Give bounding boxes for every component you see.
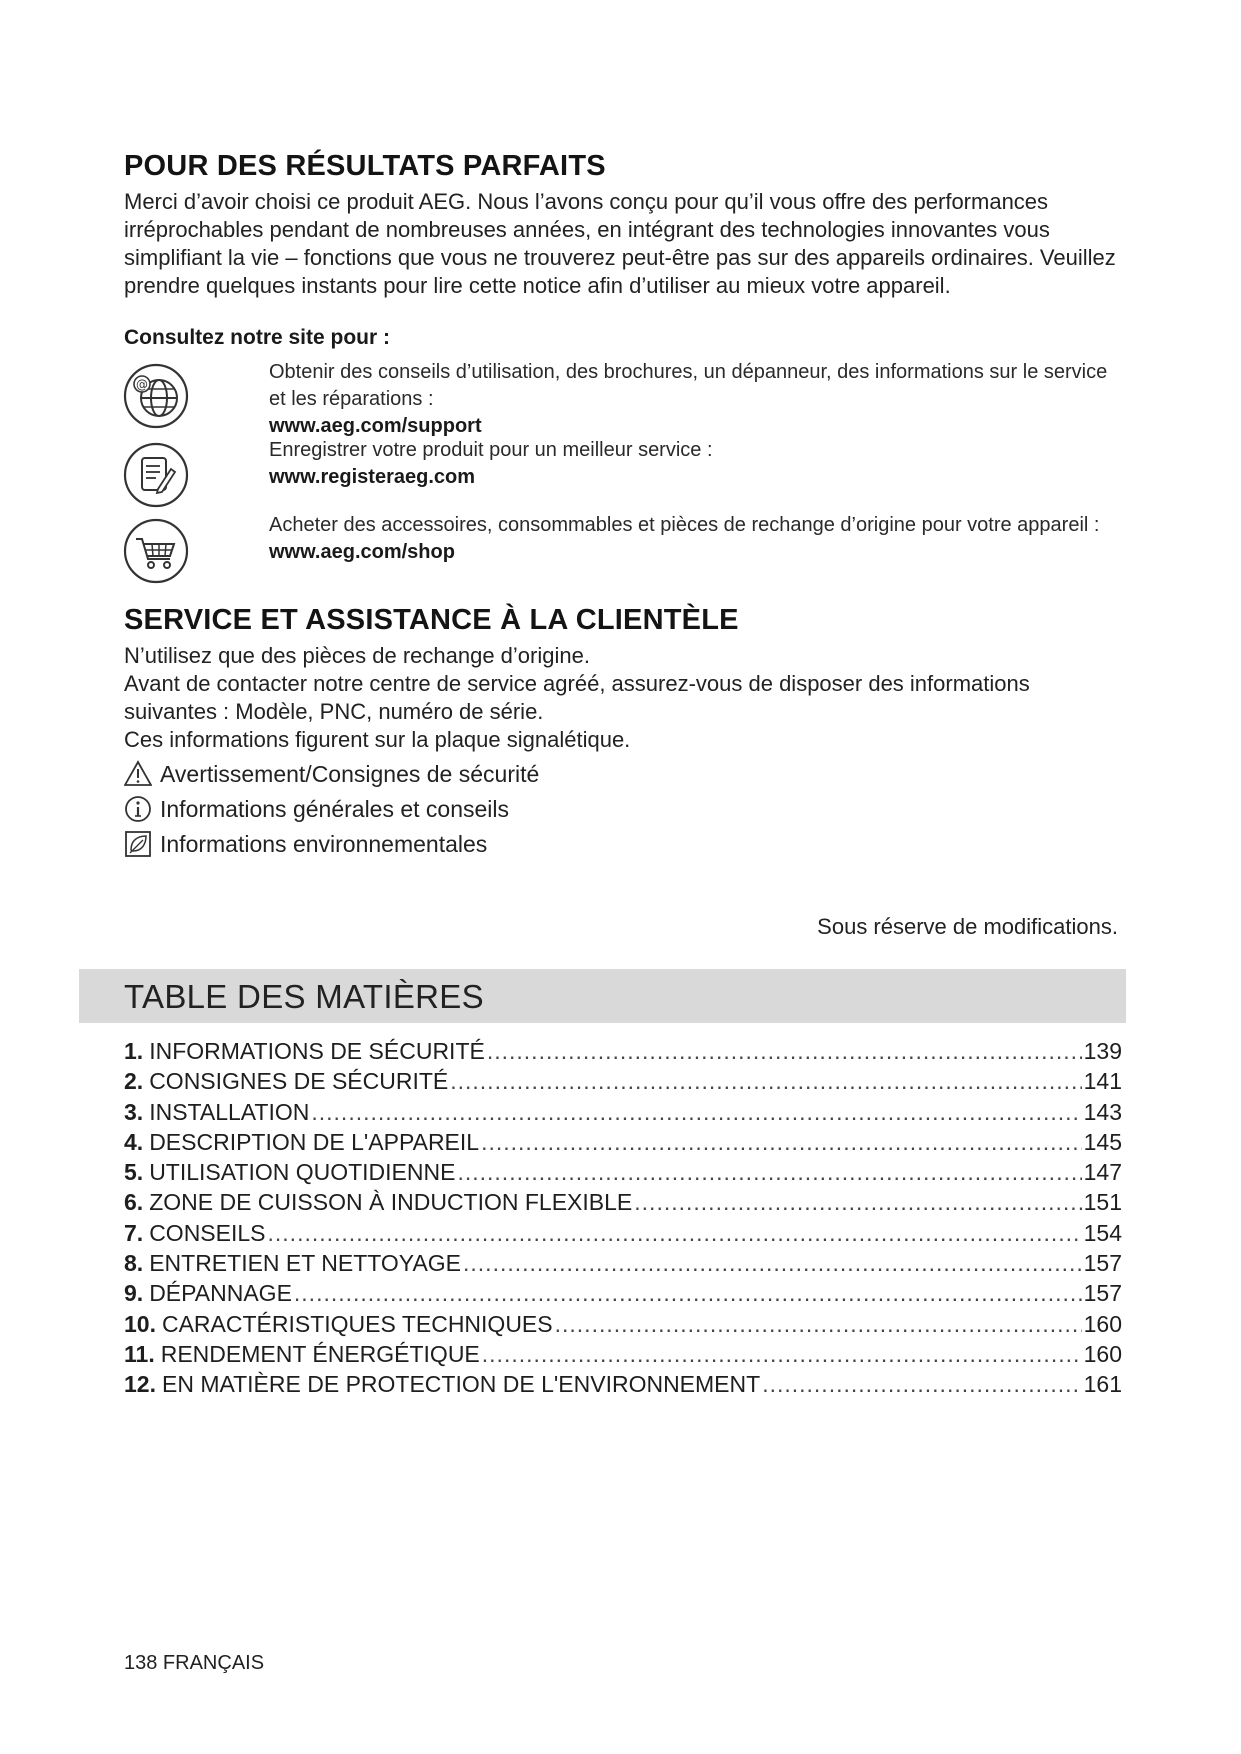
shop-info: [269, 512, 1109, 566]
toc-dot-leader: [463, 1250, 1082, 1277]
toc-dot-leader: [481, 1129, 1082, 1156]
toc-entry-label: CONSEILS: [149, 1219, 266, 1246]
toc-list: [124, 1038, 1122, 1402]
toc-entry-page: 141: [1083, 1068, 1122, 1095]
toc-entry[interactable]: [124, 1099, 1122, 1129]
section-title-service: SERVICE ET ASSISTANCE À LA CLIENTÈLE: [124, 604, 739, 636]
service-line-1: N’utilisez que des pièces de rechange d’origine.: [124, 643, 590, 668]
toc-entry-label: INFORMATIONS DE SÉCURITÉ: [149, 1038, 485, 1064]
toc-entry-page: 160: [1083, 1310, 1122, 1337]
toc-entry-number: 7.: [124, 1219, 144, 1246]
service-line-3: Ces informations figurent sur la plaque signalétique.: [124, 727, 631, 752]
toc-entry-page: 143: [1083, 1098, 1122, 1125]
toc-dot-leader: [762, 1371, 1081, 1398]
toc-entry-number: 4.: [124, 1128, 144, 1155]
toc-dot-leader: [294, 1280, 1082, 1307]
warning-triangle-icon: [124, 760, 152, 788]
toc-entry-number: 5.: [124, 1159, 144, 1186]
toc-entry-page: 157: [1083, 1250, 1122, 1277]
toc-dot-leader: [311, 1099, 1081, 1126]
toc-entry-page: 154: [1083, 1219, 1122, 1246]
legend-environment-label: Informations environnementales: [160, 830, 488, 857]
toc-entry[interactable]: [124, 1250, 1122, 1280]
toc-entry-number: 2.: [124, 1068, 144, 1095]
toc-entry-label: CARACTÉRISTIQUES TECHNIQUES: [161, 1310, 553, 1337]
toc-entry-number: 1.: [124, 1038, 144, 1064]
toc-entry-label: ZONE DE CUISSON À INDUCTION FLEXIBLE: [149, 1189, 633, 1216]
toc-dot-leader: [450, 1068, 1081, 1095]
toc-entry-number: 9.: [124, 1280, 144, 1307]
toc-entry-number: 3.: [124, 1098, 144, 1125]
globe-at-icon: [122, 362, 190, 430]
toc-entry-label: DÉPANNAGE: [149, 1280, 292, 1307]
toc-entry-number: 12.: [124, 1371, 156, 1398]
toc-entry-page: 160: [1083, 1340, 1122, 1367]
shop-link[interactable]: www.aeg.com/shop: [269, 541, 455, 563]
toc-dot-leader: [268, 1220, 1082, 1247]
legend-info-label: Informations générales et conseils: [160, 795, 510, 822]
toc-entry-number: 10.: [124, 1310, 156, 1337]
register-text: Enregistrer votre produit pour un meilleur service :: [269, 439, 713, 461]
toc-entry-label: EN MATIÈRE DE PROTECTION DE L'ENVIRONNEMENT: [161, 1371, 761, 1398]
shopping-cart-icon: [122, 517, 190, 585]
toc-dot-leader: [634, 1189, 1081, 1216]
legend-info: [124, 795, 509, 823]
consult-label: Consultez notre site pour :: [124, 326, 391, 349]
toc-entry[interactable]: [124, 1371, 1122, 1401]
toc-entry-number: 8.: [124, 1250, 144, 1277]
toc-entry-page: 157: [1083, 1280, 1122, 1307]
toc-title: TABLE DES MATIÈRES: [124, 978, 484, 1015]
toc-entry-page: 145: [1083, 1128, 1122, 1155]
toc-entry[interactable]: [124, 1159, 1122, 1189]
toc-entry-label: RENDEMENT ÉNERGÉTIQUE: [160, 1340, 480, 1367]
legend-warning: [124, 760, 539, 788]
toc-entry[interactable]: [124, 1280, 1122, 1310]
page-footer: 138 FRANÇAIS: [124, 1652, 265, 1674]
legend-environment: [124, 830, 487, 858]
toc-entry-label: DESCRIPTION DE L'APPAREIL: [149, 1128, 480, 1155]
modification-notice: Sous réserve de modifications.: [817, 914, 1118, 939]
toc-dot-leader: [482, 1341, 1082, 1368]
support-link[interactable]: www.aeg.com/support: [269, 415, 482, 437]
toc-entry[interactable]: [124, 1129, 1122, 1159]
svg-text:@: @: [136, 377, 148, 392]
support-info: [269, 359, 1119, 440]
shop-text: Acheter des accessoires, consommables et pièces de rechange d’origine pour votre appareil :: [269, 514, 1100, 536]
register-info: [269, 437, 1119, 491]
register-link[interactable]: www.registeraeg.com: [269, 466, 475, 488]
intro-paragraph: Merci d’avoir choisi ce produit AEG. Nous l’avons conçu pour qu’il vous offre des performances irréprochables pendant de nombreuses années, en intégrant des technologies innovantes vous simplifiant la vie – fonctions que vous ne trouverez peut-être pas sur des appareils ordinaires. Veuillez prendre quelques instants pour lire cette notice afin d’utiliser au mieux votre appareil.: [124, 189, 1116, 298]
legend-warning-label: Avertissement/Consignes de sécurité: [160, 760, 540, 787]
toc-entry[interactable]: [124, 1068, 1122, 1098]
toc-entry-label: ENTRETIEN ET NETTOYAGE: [149, 1250, 462, 1277]
toc-entry-number: 11.: [124, 1340, 155, 1367]
toc-entry-page: 147: [1083, 1159, 1122, 1186]
toc-entry[interactable]: [124, 1189, 1122, 1219]
toc-entry[interactable]: [124, 1341, 1122, 1371]
register-document-icon: [122, 441, 190, 509]
toc-dot-leader: [457, 1159, 1081, 1186]
toc-entry[interactable]: [124, 1038, 1122, 1068]
toc-entry-page: 161: [1083, 1371, 1122, 1398]
leaf-environment-icon: [124, 830, 152, 858]
toc-entry[interactable]: [124, 1311, 1122, 1341]
toc-entry-page: 151: [1083, 1189, 1122, 1216]
support-text: Obtenir des conseils d’utilisation, des brochures, un dépanneur, des informations sur le service et les réparations :: [269, 361, 1108, 410]
toc-entry-label: INSTALLATION: [149, 1098, 310, 1125]
toc-entry[interactable]: [124, 1220, 1122, 1250]
toc-entry-number: 6.: [124, 1189, 144, 1216]
toc-entry-label: UTILISATION QUOTIDIENNE: [149, 1159, 456, 1186]
toc-dot-leader: [487, 1038, 1082, 1065]
service-line-2: Avant de contacter notre centre de service agréé, assurez-vous de disposer des informations suivantes : Modèle, PNC, numéro de série.: [124, 671, 1030, 724]
toc-entry-label: CONSIGNES DE SÉCURITÉ: [149, 1068, 449, 1095]
info-icon: [124, 795, 152, 823]
toc-dot-leader: [555, 1311, 1082, 1338]
toc-entry-page: 139: [1083, 1038, 1122, 1064]
section-title-results: POUR DES RÉSULTATS PARFAITS: [124, 150, 606, 182]
